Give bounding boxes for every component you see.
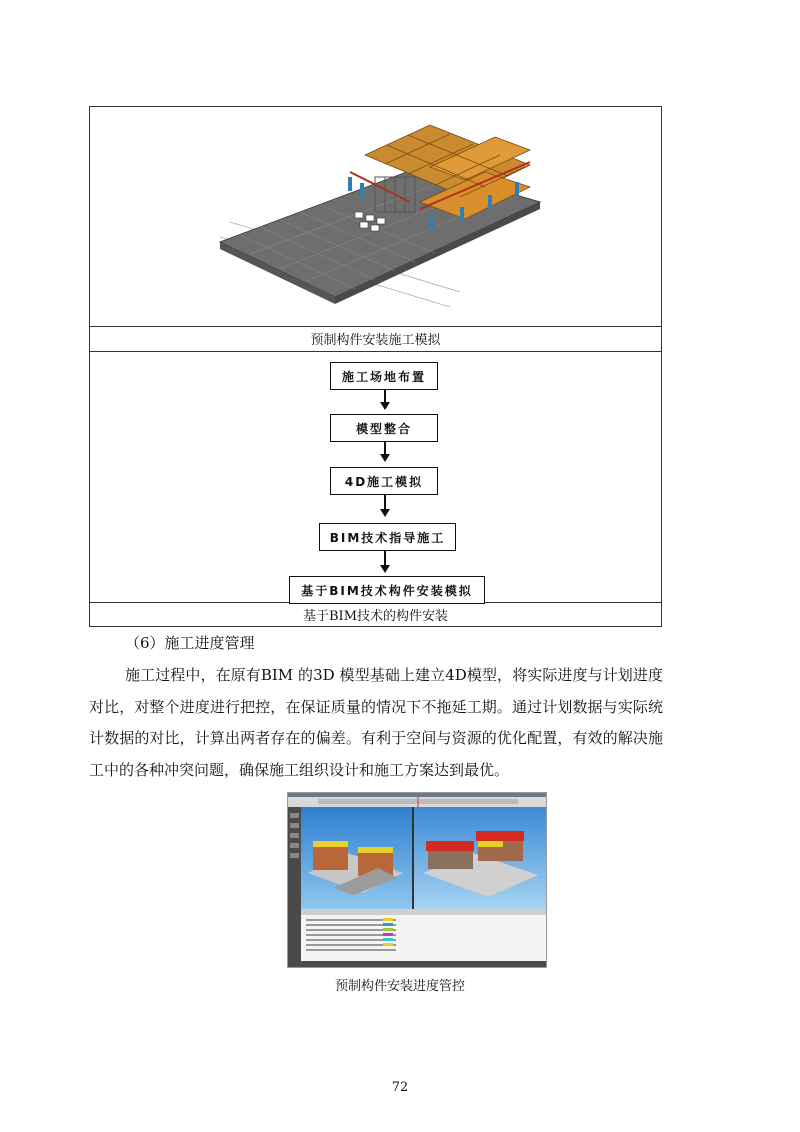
- figure-table-caption: 基于BIM技术的构件安装: [303, 608, 448, 624]
- flow-arrow-2: [384, 442, 386, 460]
- body-paragraph: 施工过程中，在原有BIM 的3D 模型基础上建立4D模型，将实际进度与计划进度对比，对整个进度进行把控，在保证质量的情况下不拖延工期。通过计划数据与实际统计数据的对比，计算出两者存在的偏差。有利于空间与资源的优化配置，有效的解决施工中的各种冲突问题，确保施工组织设计和施工方案达到最优。: [89, 666, 663, 779]
- flow-step-model-integration: 模型整合: [330, 414, 438, 442]
- figure2-caption: 预制构件安装进度管控: [334, 979, 465, 994]
- schedule-software-image: [288, 793, 546, 967]
- flow-arrow-3: [384, 495, 386, 515]
- figure-table: [89, 106, 662, 627]
- precast-installation-model-cell: [90, 107, 661, 327]
- schedule-control-screenshot: [287, 792, 547, 968]
- flow-step-4d-simulation: 4D施工模拟: [330, 467, 438, 495]
- precast-installation-model-image: [90, 107, 661, 326]
- flow-arrow-4: [384, 551, 386, 571]
- section-heading: （6）施工进度管理: [125, 634, 255, 652]
- flow-step-site-layout: 施工场地布置: [330, 362, 438, 390]
- installation-flowchart: [90, 352, 661, 603]
- flow-step-bim-guidance: BIM技术指导施工: [319, 523, 456, 551]
- flow-step-bim-installation-simulation: 基于BIM技术构件安装模拟: [289, 576, 485, 604]
- page-number: 72: [391, 1080, 409, 1095]
- figure1-caption: 预制构件安装施工模拟: [90, 326, 661, 352]
- flow-arrow-1: [384, 390, 386, 408]
